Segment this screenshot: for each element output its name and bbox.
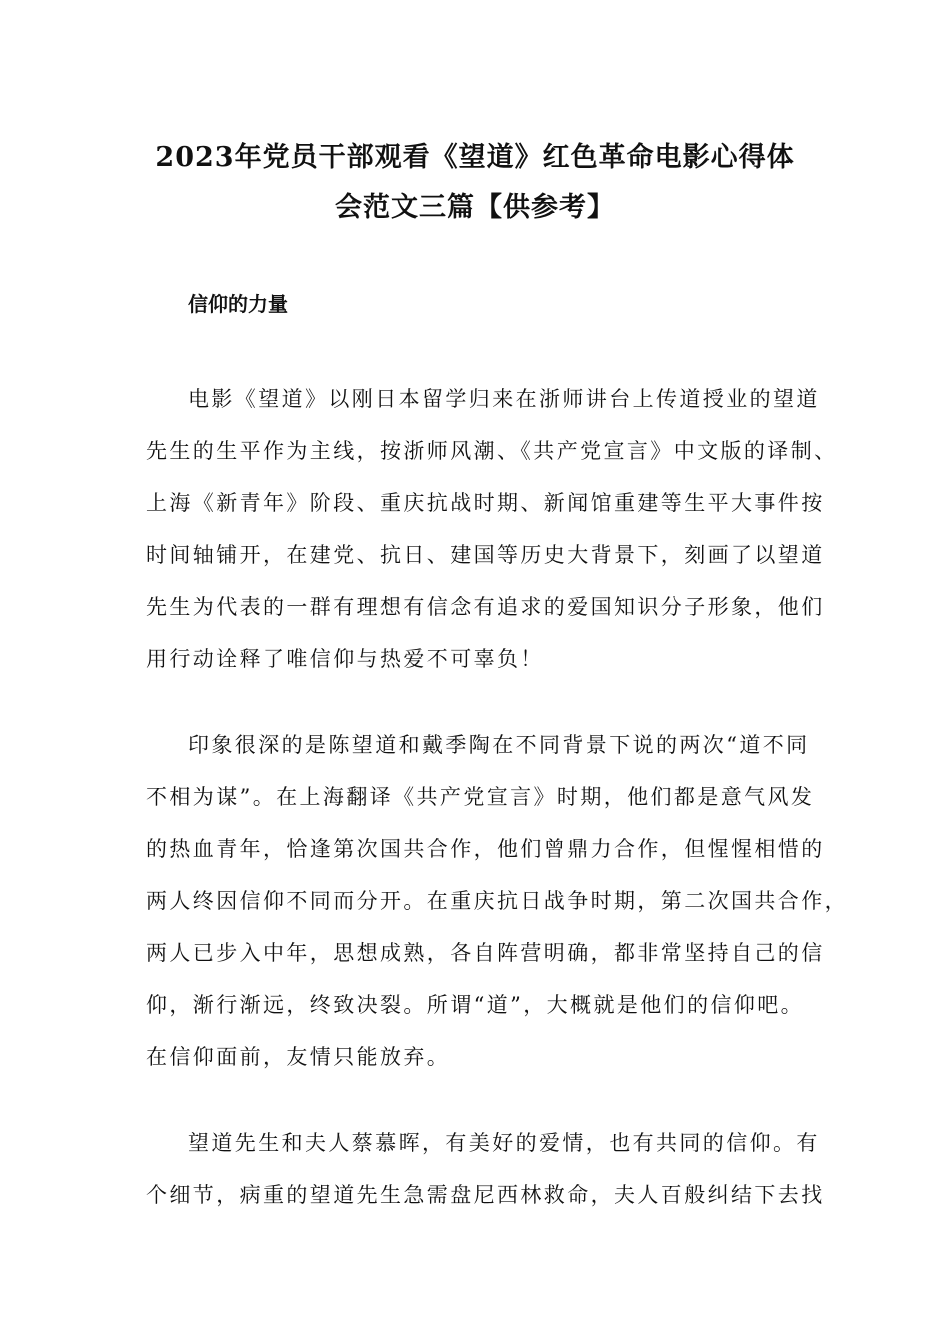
paragraph-line: 的热血青年，恰逢第次国共合作，他们曾鼎力合作，但惺惺相惜的 [146,837,825,861]
paragraph-line: 望道先生和夫人蔡慕晖，有美好的爱情，也有共同的信仰。有 [188,1131,820,1155]
paragraph-1 [146,373,846,685]
paragraph-line: 上海《新青年》阶段、重庆抗战时期、新闻馆重建等生平大事件按 [146,491,825,515]
paragraph-line: 仰，渐行渐远，终致决裂。所谓“道”，大概就是他们的信仰吧。 [146,993,805,1017]
paragraph-line: 先生的生平作为主线，按浙师风潮、《共产党宣言》中文版的译制、 [146,439,838,463]
document-title-line-2: 会范文三篇【供参考】 [335,192,615,223]
paragraph-line: 两人已步入中年，思想成熟，各自阵营明确，都非常坚持自己的信 [146,941,825,965]
paragraph-line: 不相为谋”。在上海翻译《共产党宣言》时期，他们都是意气风发 [146,785,815,809]
paragraph-3 [146,1117,846,1221]
paragraph-line: 两人终因信仰不同而分开。在重庆抗日战争时期，第二次国共合作， [146,889,848,913]
paragraph-line: 用行动诠释了唯信仰与热爱不可辜负！ [146,647,544,671]
paragraph-2 [146,719,846,1083]
section-subheading: 信仰的力量 [188,292,288,316]
paragraph-line: 在信仰面前，友情只能放弃。 [146,1045,451,1069]
paragraph-line: 时间轴铺开，在建党、抗日、建国等历史大背景下，刻画了以望道 [146,543,825,567]
document-title-line-1: 2023年党员干部观看《望道》红色革命电影心得体 [155,142,795,173]
paragraph-line: 电影《望道》以刚日本留学归来在浙师讲台上传道授业的望道 [188,387,820,411]
paragraph-line: 先生为代表的一群有理想有信念有追求的爱国知识分子形象，他们 [146,595,825,619]
paragraph-line: 印象很深的是陈望道和戴季陶在不同背景下说的两次“道不同 [188,733,810,757]
paragraph-line: 个细节，病重的望道先生急需盘尼西林救命，夫人百般纠结下去找 [146,1183,825,1207]
